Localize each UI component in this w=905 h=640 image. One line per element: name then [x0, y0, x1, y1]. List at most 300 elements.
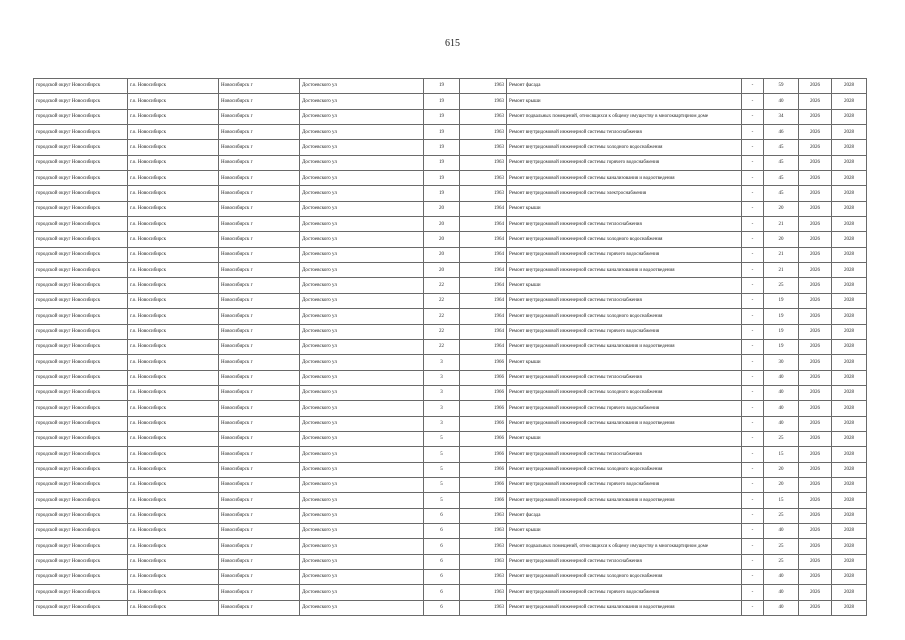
- blank-cell: -: [742, 94, 764, 109]
- build-year-cell: 1963: [460, 554, 507, 569]
- city-cell: г.о. Новосибирск: [128, 232, 219, 247]
- city-cell: г.о. Новосибирск: [128, 554, 219, 569]
- work-type-cell: Ремонт фасада: [507, 508, 742, 523]
- street-cell: Достоевского ул: [300, 232, 424, 247]
- house-number-cell: 19: [424, 155, 460, 170]
- end-year-cell: 2028: [832, 416, 867, 431]
- house-number-cell: 19: [424, 171, 460, 186]
- start-year-cell: 2026: [799, 508, 832, 523]
- build-year-cell: 1964: [460, 309, 507, 324]
- house-number-cell: 22: [424, 278, 460, 293]
- start-year-cell: 2026: [799, 493, 832, 508]
- house-number-cell: 20: [424, 217, 460, 232]
- build-year-cell: 1964: [460, 339, 507, 354]
- settlement-cell: Новосибирск г: [219, 217, 300, 232]
- street-cell: Достоевского ул: [300, 447, 424, 462]
- end-year-cell: 2028: [832, 493, 867, 508]
- district-cell: городской округ Новосибирск: [34, 79, 128, 94]
- start-year-cell: 2026: [799, 232, 832, 247]
- street-cell: Достоевского ул: [300, 600, 424, 615]
- start-year-cell: 2026: [799, 585, 832, 600]
- page-number: 615: [445, 38, 460, 49]
- blank-cell: -: [742, 232, 764, 247]
- table-row: [34, 462, 867, 477]
- start-year-cell: 2026: [799, 570, 832, 585]
- cost-cell: 20: [764, 477, 799, 492]
- build-year-cell: 1963: [460, 155, 507, 170]
- end-year-cell: 2028: [832, 263, 867, 278]
- end-year-cell: 2028: [832, 293, 867, 308]
- table-row: [34, 339, 867, 354]
- start-year-cell: 2026: [799, 171, 832, 186]
- table-row: [34, 416, 867, 431]
- district-cell: городской округ Новосибирск: [34, 201, 128, 216]
- city-cell: г.о. Новосибирск: [128, 416, 219, 431]
- build-year-cell: 1964: [460, 293, 507, 308]
- build-year-cell: 1966: [460, 477, 507, 492]
- settlement-cell: Новосибирск г: [219, 140, 300, 155]
- cost-cell: 19: [764, 324, 799, 339]
- cost-cell: 40: [764, 570, 799, 585]
- city-cell: г.о. Новосибирск: [128, 477, 219, 492]
- settlement-cell: Новосибирск г: [219, 554, 300, 569]
- street-cell: Достоевского ул: [300, 431, 424, 446]
- street-cell: Достоевского ул: [300, 508, 424, 523]
- work-type-cell: Ремонт крыши: [507, 201, 742, 216]
- blank-cell: -: [742, 431, 764, 446]
- house-number-cell: 3: [424, 385, 460, 400]
- work-type-cell: Ремонт внутридомовой инженерной системы горячего водоснабжения: [507, 401, 742, 416]
- street-cell: Достоевского ул: [300, 278, 424, 293]
- district-cell: городской округ Новосибирск: [34, 324, 128, 339]
- district-cell: городской округ Новосибирск: [34, 585, 128, 600]
- house-number-cell: 6: [424, 508, 460, 523]
- district-cell: городской округ Новосибирск: [34, 570, 128, 585]
- settlement-cell: Новосибирск г: [219, 370, 300, 385]
- build-year-cell: 1963: [460, 125, 507, 140]
- end-year-cell: 2028: [832, 508, 867, 523]
- settlement-cell: Новосибирск г: [219, 247, 300, 262]
- build-year-cell: 1963: [460, 171, 507, 186]
- work-type-cell: Ремонт внутридомовой инженерной системы канализования и водоотведения: [507, 493, 742, 508]
- work-type-cell: Ремонт крыши: [507, 94, 742, 109]
- cost-cell: 19: [764, 293, 799, 308]
- house-number-cell: 5: [424, 431, 460, 446]
- work-type-cell: Ремонт внутридомовой инженерной системы холодного водоснабжения: [507, 232, 742, 247]
- house-number-cell: 22: [424, 339, 460, 354]
- cost-cell: 40: [764, 370, 799, 385]
- city-cell: г.о. Новосибирск: [128, 462, 219, 477]
- street-cell: Достоевского ул: [300, 339, 424, 354]
- table-row: [34, 385, 867, 400]
- work-type-cell: Ремонт крыши: [507, 431, 742, 446]
- blank-cell: -: [742, 186, 764, 201]
- settlement-cell: Новосибирск г: [219, 585, 300, 600]
- blank-cell: -: [742, 600, 764, 615]
- capital-repair-table: [33, 78, 867, 616]
- blank-cell: -: [742, 416, 764, 431]
- work-type-cell: Ремонт внутридомовой инженерной системы холодного водоснабжения: [507, 570, 742, 585]
- blank-cell: -: [742, 201, 764, 216]
- end-year-cell: 2028: [832, 355, 867, 370]
- cost-cell: 25: [764, 508, 799, 523]
- end-year-cell: 2028: [832, 339, 867, 354]
- end-year-cell: 2028: [832, 217, 867, 232]
- district-cell: городской округ Новосибирск: [34, 247, 128, 262]
- district-cell: городской округ Новосибирск: [34, 186, 128, 201]
- city-cell: г.о. Новосибирск: [128, 293, 219, 308]
- build-year-cell: 1964: [460, 232, 507, 247]
- cost-cell: 30: [764, 355, 799, 370]
- cost-cell: 25: [764, 539, 799, 554]
- end-year-cell: 2028: [832, 232, 867, 247]
- settlement-cell: Новосибирск г: [219, 355, 300, 370]
- settlement-cell: Новосибирск г: [219, 431, 300, 446]
- street-cell: Достоевского ул: [300, 186, 424, 201]
- city-cell: г.о. Новосибирск: [128, 171, 219, 186]
- district-cell: городской округ Новосибирск: [34, 600, 128, 615]
- start-year-cell: 2026: [799, 370, 832, 385]
- street-cell: Достоевского ул: [300, 79, 424, 94]
- blank-cell: -: [742, 324, 764, 339]
- house-number-cell: 3: [424, 355, 460, 370]
- city-cell: г.о. Новосибирск: [128, 523, 219, 538]
- end-year-cell: 2028: [832, 278, 867, 293]
- end-year-cell: 2028: [832, 539, 867, 554]
- street-cell: Достоевского ул: [300, 355, 424, 370]
- work-type-cell: Ремонт внутридомовой инженерной системы холодного водоснабжения: [507, 385, 742, 400]
- city-cell: г.о. Новосибирск: [128, 339, 219, 354]
- table-row: [34, 293, 867, 308]
- district-cell: городской округ Новосибирск: [34, 232, 128, 247]
- settlement-cell: Новосибирск г: [219, 523, 300, 538]
- end-year-cell: 2028: [832, 570, 867, 585]
- cost-cell: 45: [764, 140, 799, 155]
- build-year-cell: 1963: [460, 140, 507, 155]
- blank-cell: -: [742, 217, 764, 232]
- settlement-cell: Новосибирск г: [219, 539, 300, 554]
- table-row: [34, 201, 867, 216]
- settlement-cell: Новосибирск г: [219, 109, 300, 124]
- street-cell: Достоевского ул: [300, 94, 424, 109]
- work-type-cell: Ремонт крыши: [507, 278, 742, 293]
- work-type-cell: Ремонт внутридомовой инженерной системы горячего водоснабжения: [507, 324, 742, 339]
- work-type-cell: Ремонт подвальных помещений, относящихся к общему имуществу в многоквартирном доме: [507, 109, 742, 124]
- build-year-cell: 1963: [460, 585, 507, 600]
- house-number-cell: 19: [424, 79, 460, 94]
- street-cell: Достоевского ул: [300, 109, 424, 124]
- table-row: [34, 217, 867, 232]
- start-year-cell: 2026: [799, 324, 832, 339]
- district-cell: городской округ Новосибирск: [34, 447, 128, 462]
- blank-cell: -: [742, 247, 764, 262]
- blank-cell: -: [742, 554, 764, 569]
- city-cell: г.о. Новосибирск: [128, 401, 219, 416]
- table-row: [34, 477, 867, 492]
- build-year-cell: 1963: [460, 508, 507, 523]
- table-row: [34, 523, 867, 538]
- work-type-cell: Ремонт крыши: [507, 355, 742, 370]
- start-year-cell: 2026: [799, 217, 832, 232]
- house-number-cell: 6: [424, 570, 460, 585]
- house-number-cell: 19: [424, 125, 460, 140]
- build-year-cell: 1963: [460, 539, 507, 554]
- start-year-cell: 2026: [799, 109, 832, 124]
- cost-cell: 25: [764, 554, 799, 569]
- settlement-cell: Новосибирск г: [219, 508, 300, 523]
- work-type-cell: Ремонт внутридомовой инженерной системы холодного водоснабжения: [507, 140, 742, 155]
- start-year-cell: 2026: [799, 523, 832, 538]
- street-cell: Достоевского ул: [300, 385, 424, 400]
- city-cell: г.о. Новосибирск: [128, 247, 219, 262]
- settlement-cell: Новосибирск г: [219, 263, 300, 278]
- end-year-cell: 2028: [832, 155, 867, 170]
- city-cell: г.о. Новосибирск: [128, 431, 219, 446]
- cost-cell: 21: [764, 247, 799, 262]
- start-year-cell: 2026: [799, 355, 832, 370]
- settlement-cell: Новосибирск г: [219, 278, 300, 293]
- blank-cell: -: [742, 477, 764, 492]
- city-cell: г.о. Новосибирск: [128, 508, 219, 523]
- street-cell: Достоевского ул: [300, 539, 424, 554]
- end-year-cell: 2028: [832, 431, 867, 446]
- district-cell: городской округ Новосибирск: [34, 217, 128, 232]
- street-cell: Достоевского ул: [300, 477, 424, 492]
- district-cell: городской округ Новосибирск: [34, 493, 128, 508]
- house-number-cell: 20: [424, 201, 460, 216]
- cost-cell: 20: [764, 201, 799, 216]
- district-cell: городской округ Новосибирск: [34, 554, 128, 569]
- settlement-cell: Новосибирск г: [219, 309, 300, 324]
- blank-cell: -: [742, 339, 764, 354]
- end-year-cell: 2028: [832, 600, 867, 615]
- settlement-cell: Новосибирск г: [219, 94, 300, 109]
- blank-cell: -: [742, 79, 764, 94]
- city-cell: г.о. Новосибирск: [128, 539, 219, 554]
- end-year-cell: 2028: [832, 523, 867, 538]
- house-number-cell: 3: [424, 370, 460, 385]
- blank-cell: -: [742, 263, 764, 278]
- table-row: [34, 247, 867, 262]
- end-year-cell: 2028: [832, 462, 867, 477]
- district-cell: городской округ Новосибирск: [34, 293, 128, 308]
- work-type-cell: Ремонт внутридомовой инженерной системы теплоснабжения: [507, 447, 742, 462]
- work-type-cell: Ремонт внутридомовой инженерной системы горячего водоснабжения: [507, 155, 742, 170]
- blank-cell: -: [742, 570, 764, 585]
- table-row: [34, 324, 867, 339]
- start-year-cell: 2026: [799, 554, 832, 569]
- settlement-cell: Новосибирск г: [219, 232, 300, 247]
- house-number-cell: 19: [424, 94, 460, 109]
- table-row: [34, 171, 867, 186]
- settlement-cell: Новосибирск г: [219, 293, 300, 308]
- blank-cell: -: [742, 125, 764, 140]
- house-number-cell: 6: [424, 585, 460, 600]
- street-cell: Достоевского ул: [300, 140, 424, 155]
- city-cell: г.о. Новосибирск: [128, 278, 219, 293]
- district-cell: городской округ Новосибирск: [34, 477, 128, 492]
- blank-cell: -: [742, 293, 764, 308]
- table-row: [34, 570, 867, 585]
- start-year-cell: 2026: [799, 263, 832, 278]
- start-year-cell: 2026: [799, 462, 832, 477]
- street-cell: Достоевского ул: [300, 370, 424, 385]
- end-year-cell: 2028: [832, 447, 867, 462]
- cost-cell: 25: [764, 431, 799, 446]
- end-year-cell: 2028: [832, 585, 867, 600]
- street-cell: Достоевского ул: [300, 263, 424, 278]
- city-cell: г.о. Новосибирск: [128, 355, 219, 370]
- settlement-cell: Новосибирск г: [219, 79, 300, 94]
- city-cell: г.о. Новосибирск: [128, 109, 219, 124]
- settlement-cell: Новосибирск г: [219, 477, 300, 492]
- build-year-cell: 1966: [460, 447, 507, 462]
- house-number-cell: 5: [424, 477, 460, 492]
- blank-cell: -: [742, 585, 764, 600]
- start-year-cell: 2026: [799, 79, 832, 94]
- street-cell: Достоевского ул: [300, 523, 424, 538]
- table-row: [34, 370, 867, 385]
- cost-cell: 40: [764, 585, 799, 600]
- work-type-cell: Ремонт внутридомовой инженерной системы горячего водоснабжения: [507, 247, 742, 262]
- build-year-cell: 1966: [460, 355, 507, 370]
- street-cell: Достоевского ул: [300, 155, 424, 170]
- end-year-cell: 2028: [832, 94, 867, 109]
- build-year-cell: 1963: [460, 109, 507, 124]
- district-cell: городской округ Новосибирск: [34, 355, 128, 370]
- build-year-cell: 1964: [460, 278, 507, 293]
- cost-cell: 25: [764, 278, 799, 293]
- settlement-cell: Новосибирск г: [219, 570, 300, 585]
- cost-cell: 46: [764, 125, 799, 140]
- cost-cell: 19: [764, 309, 799, 324]
- build-year-cell: 1966: [460, 401, 507, 416]
- cost-cell: 34: [764, 109, 799, 124]
- house-number-cell: 19: [424, 186, 460, 201]
- start-year-cell: 2026: [799, 477, 832, 492]
- start-year-cell: 2026: [799, 201, 832, 216]
- cost-cell: 19: [764, 339, 799, 354]
- start-year-cell: 2026: [799, 539, 832, 554]
- start-year-cell: 2026: [799, 385, 832, 400]
- build-year-cell: 1966: [460, 431, 507, 446]
- work-type-cell: Ремонт крыши: [507, 523, 742, 538]
- cost-cell: 40: [764, 523, 799, 538]
- table-row: [34, 186, 867, 201]
- start-year-cell: 2026: [799, 447, 832, 462]
- work-type-cell: Ремонт фасада: [507, 79, 742, 94]
- work-type-cell: Ремонт внутридомовой инженерной системы канализования и водоотведения: [507, 263, 742, 278]
- city-cell: г.о. Новосибирск: [128, 140, 219, 155]
- house-number-cell: 6: [424, 539, 460, 554]
- house-number-cell: 3: [424, 401, 460, 416]
- end-year-cell: 2028: [832, 201, 867, 216]
- build-year-cell: 1966: [460, 385, 507, 400]
- city-cell: г.о. Новосибирск: [128, 385, 219, 400]
- cost-cell: 40: [764, 416, 799, 431]
- build-year-cell: 1963: [460, 600, 507, 615]
- district-cell: городской округ Новосибирск: [34, 125, 128, 140]
- table-row: [34, 447, 867, 462]
- settlement-cell: Новосибирск г: [219, 385, 300, 400]
- start-year-cell: 2026: [799, 293, 832, 308]
- house-number-cell: 6: [424, 600, 460, 615]
- start-year-cell: 2026: [799, 186, 832, 201]
- house-number-cell: 5: [424, 462, 460, 477]
- cost-cell: 20: [764, 232, 799, 247]
- work-type-cell: Ремонт внутридомовой инженерной системы теплоснабжения: [507, 370, 742, 385]
- blank-cell: -: [742, 155, 764, 170]
- street-cell: Достоевского ул: [300, 171, 424, 186]
- city-cell: г.о. Новосибирск: [128, 370, 219, 385]
- table-row: [34, 155, 867, 170]
- cost-cell: 40: [764, 385, 799, 400]
- settlement-cell: Новосибирск г: [219, 125, 300, 140]
- blank-cell: -: [742, 401, 764, 416]
- work-type-cell: Ремонт внутридомовой инженерной системы электроснабжения: [507, 186, 742, 201]
- city-cell: г.о. Новосибирск: [128, 600, 219, 615]
- blank-cell: -: [742, 309, 764, 324]
- end-year-cell: 2028: [832, 309, 867, 324]
- settlement-cell: Новосибирск г: [219, 447, 300, 462]
- table-body: [34, 79, 867, 616]
- end-year-cell: 2028: [832, 385, 867, 400]
- blank-cell: -: [742, 171, 764, 186]
- settlement-cell: Новосибирск г: [219, 493, 300, 508]
- street-cell: Достоевского ул: [300, 247, 424, 262]
- street-cell: Достоевского ул: [300, 416, 424, 431]
- city-cell: г.о. Новосибирск: [128, 324, 219, 339]
- blank-cell: -: [742, 508, 764, 523]
- work-type-cell: Ремонт внутридомовой инженерной системы горячего водоснабжения: [507, 477, 742, 492]
- district-cell: городской округ Новосибирск: [34, 263, 128, 278]
- cost-cell: 45: [764, 186, 799, 201]
- end-year-cell: 2028: [832, 247, 867, 262]
- blank-cell: -: [742, 447, 764, 462]
- table-row: [34, 431, 867, 446]
- house-number-cell: 5: [424, 447, 460, 462]
- cost-cell: 40: [764, 600, 799, 615]
- build-year-cell: 1963: [460, 186, 507, 201]
- street-cell: Достоевского ул: [300, 201, 424, 216]
- table-row: [34, 278, 867, 293]
- blank-cell: -: [742, 140, 764, 155]
- end-year-cell: 2028: [832, 370, 867, 385]
- end-year-cell: 2028: [832, 477, 867, 492]
- house-number-cell: 19: [424, 109, 460, 124]
- district-cell: городской округ Новосибирск: [34, 94, 128, 109]
- build-year-cell: 1966: [460, 493, 507, 508]
- table-row: [34, 140, 867, 155]
- end-year-cell: 2028: [832, 554, 867, 569]
- settlement-cell: Новосибирск г: [219, 416, 300, 431]
- city-cell: г.о. Новосибирск: [128, 79, 219, 94]
- blank-cell: -: [742, 109, 764, 124]
- start-year-cell: 2026: [799, 125, 832, 140]
- street-cell: Достоевского ул: [300, 554, 424, 569]
- table-row: [34, 125, 867, 140]
- start-year-cell: 2026: [799, 278, 832, 293]
- start-year-cell: 2026: [799, 94, 832, 109]
- blank-cell: -: [742, 355, 764, 370]
- house-number-cell: 22: [424, 293, 460, 308]
- end-year-cell: 2028: [832, 324, 867, 339]
- street-cell: Достоевского ул: [300, 570, 424, 585]
- table-row: [34, 79, 867, 94]
- blank-cell: -: [742, 385, 764, 400]
- house-number-cell: 6: [424, 554, 460, 569]
- house-number-cell: 20: [424, 232, 460, 247]
